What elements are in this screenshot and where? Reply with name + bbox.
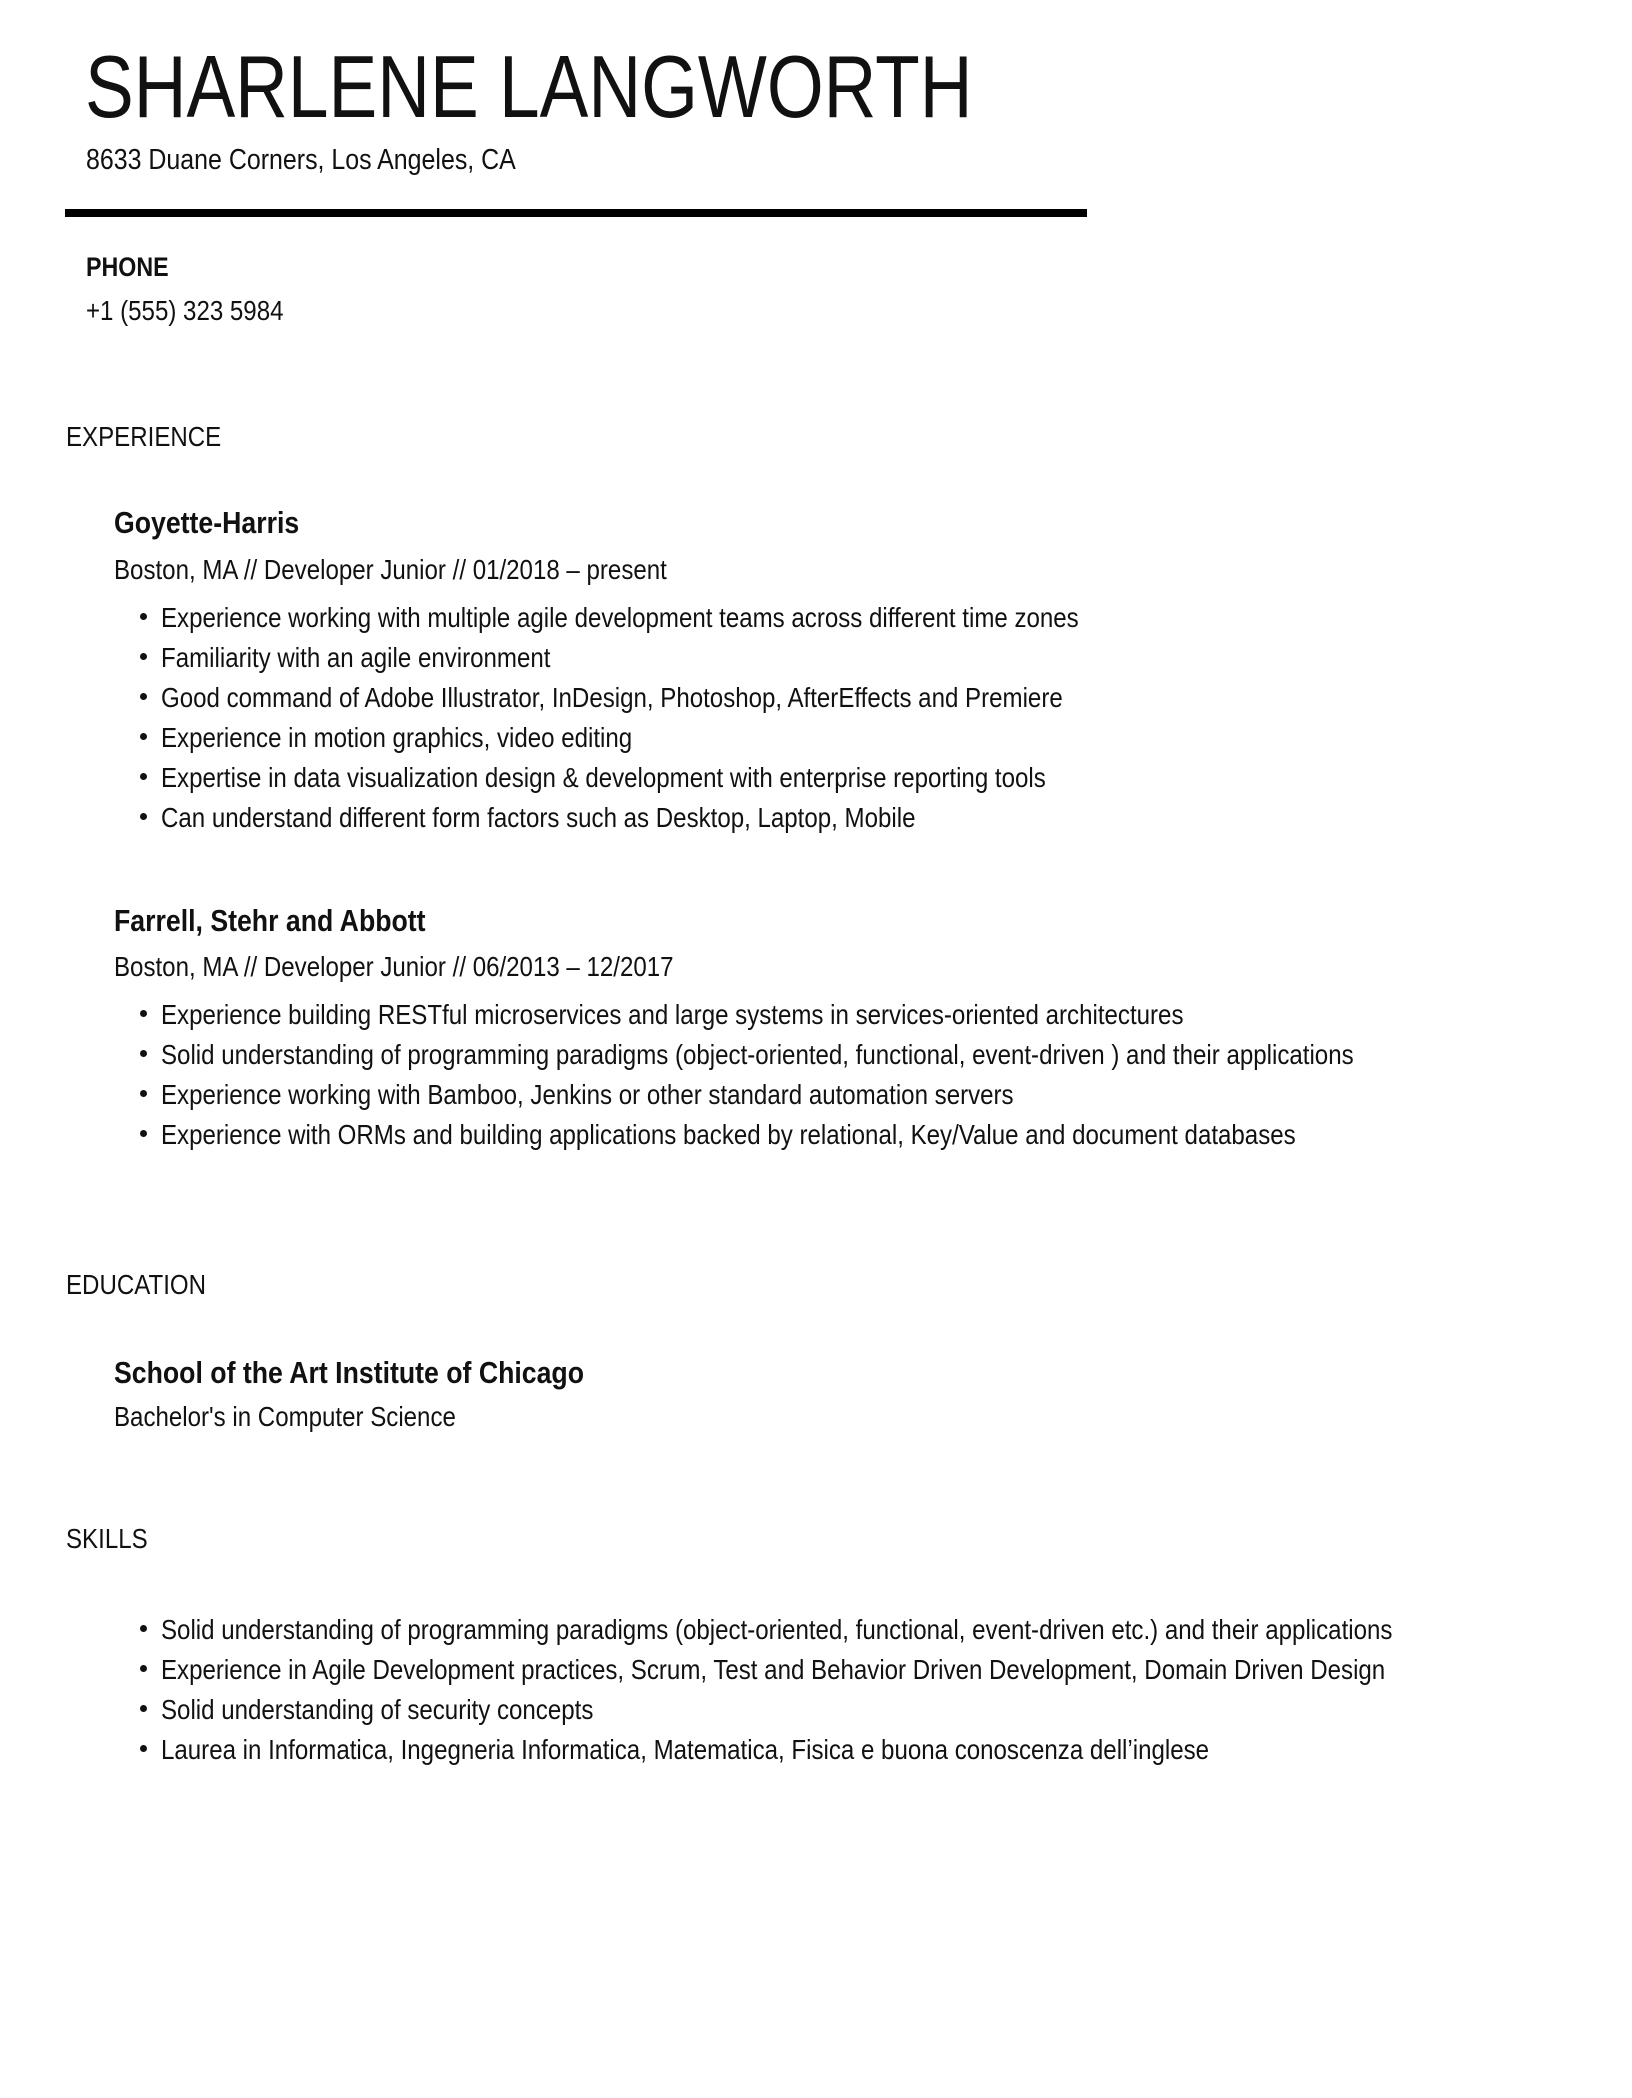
bullet-icon [140, 773, 147, 780]
section-title-experience [66, 423, 247, 451]
list-item-text: Experience in Agile Development practices, Scrum, Test and Behavior Driven Development, Domain Driven Design [161, 1654, 1386, 1685]
section-title-text: EDUCATION [66, 1269, 207, 1300]
job-company-text: Goyette-Harris [114, 505, 300, 540]
bullet-icon [140, 1625, 147, 1632]
list-item-text: Experience in motion graphics, video editing [161, 722, 633, 753]
bullet-icon [140, 1090, 147, 1097]
bullet-icon [140, 613, 147, 620]
job-details [114, 556, 757, 584]
list-item-text: Expertise in data visualization design & development with enterprise reporting tools [161, 762, 1046, 793]
bullet-icon [140, 733, 147, 740]
candidate-name-text: SHARLENE LANGWORTH [85, 37, 973, 136]
school-name-text: School of the Art Institute of Chicago [114, 1355, 584, 1390]
phone-label [86, 254, 182, 281]
candidate-address-text: 8633 Duane Corners, Los Angeles, CA [86, 144, 516, 176]
bullet-icon [140, 1050, 147, 1057]
phone-number-text: +1 (555) 323 5984 [86, 295, 284, 326]
bullet-icon [140, 813, 147, 820]
section-title-education [66, 1271, 229, 1299]
list-item-text: Experience building RESTful microservices and large systems in services-oriented architectures [161, 999, 1184, 1030]
phone-number [86, 297, 316, 325]
job-company [114, 905, 476, 936]
list-item-text: Good command of Adobe Illustrator, InDesign, Photoshop, AfterEffects and Premiere [161, 682, 1063, 713]
list-item-text: Solid understanding of programming paradigms (object-oriented, functional, event-driven ) and their applications [161, 1039, 1354, 1070]
job-company [114, 507, 329, 538]
bullet-icon [140, 1705, 147, 1712]
bullet-icon [140, 693, 147, 700]
candidate-name [85, 37, 1154, 136]
degree [114, 1403, 512, 1431]
section-title-skills [66, 1525, 161, 1553]
bullet-icon [140, 653, 147, 660]
section-title-text: SKILLS [66, 1523, 148, 1554]
job-details-text: Boston, MA // Developer Junior // 01/2018 – present [114, 554, 667, 585]
job-company-text: Farrell, Stehr and Abbott [114, 903, 426, 938]
bullet-icon [140, 1010, 147, 1017]
bullet-icon [140, 1665, 147, 1672]
bullet-icon [140, 1745, 147, 1752]
candidate-address [86, 146, 586, 175]
degree-text: Bachelor's in Computer Science [114, 1401, 456, 1432]
list-item-text: Laurea in Informatica, Ingegneria Informatica, Matematica, Fisica e buona conoscenza dell’inglese [161, 1734, 1210, 1765]
phone-label-text: PHONE [86, 252, 169, 282]
list-item-text: Solid understanding of programming paradigms (object-oriented, functional, event-driven etc.) and their applications [161, 1614, 1393, 1645]
school-name [114, 1357, 661, 1388]
list-item-text: Familiarity with an agile environment [161, 642, 551, 673]
list-item-text: Experience working with Bamboo, Jenkins or other standard automation servers [161, 1079, 1014, 1110]
job-details [114, 953, 765, 981]
list-item-text: Can understand different form factors such as Desktop, Laptop, Mobile [161, 802, 916, 833]
list-item-text: Experience working with multiple agile development teams across different time zones [161, 602, 1079, 633]
bullet-icon [140, 1130, 147, 1137]
list-item-text: Experience with ORMs and building applications backed by relational, Key/Value and document databases [161, 1119, 1296, 1150]
section-title-text: EXPERIENCE [66, 421, 222, 452]
list-item-text: Solid understanding of security concepts [161, 1694, 594, 1725]
job-details-text: Boston, MA // Developer Junior // 06/2013 – 12/2017 [114, 951, 674, 982]
header-divider [65, 209, 1087, 217]
